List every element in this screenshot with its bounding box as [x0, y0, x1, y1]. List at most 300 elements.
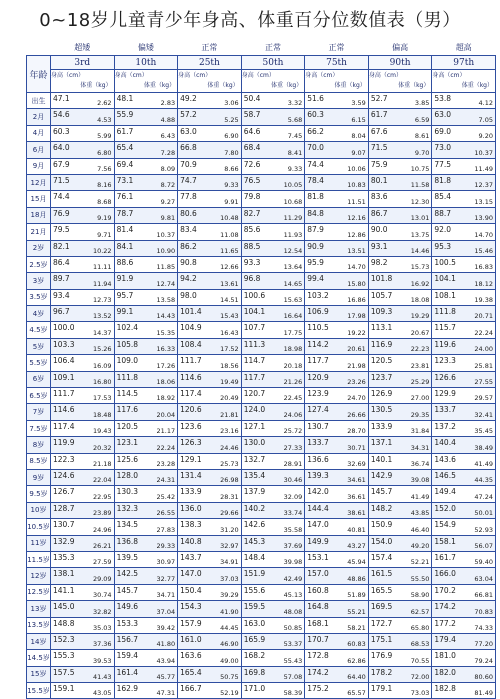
value-cell — [432, 420, 496, 436]
value-cell — [432, 322, 496, 338]
table-row — [27, 93, 496, 109]
value-cell — [305, 551, 369, 567]
height-value: 182.8 — [434, 684, 456, 694]
height-value: 130.5 — [370, 405, 393, 415]
value-cell — [368, 568, 432, 584]
weight-value: 22.95 — [92, 492, 112, 501]
height-value: 94.2 — [180, 274, 197, 284]
weight-value: 15.73 — [410, 263, 430, 272]
value-cell — [368, 93, 432, 109]
height-value: 159.1 — [53, 684, 75, 694]
weight-value: 8.72 — [160, 181, 176, 190]
height-value: 164.8 — [307, 602, 329, 612]
height-value: 98.0 — [180, 290, 197, 300]
age-cell: 9月 — [27, 158, 51, 174]
value-cell — [114, 551, 178, 567]
value-cell — [178, 404, 242, 420]
value-cell — [432, 535, 496, 551]
height-value: 177.2 — [434, 618, 456, 628]
age-cell: 3岁 — [27, 273, 51, 289]
weight-value: 15.26 — [92, 345, 112, 354]
table-row — [27, 683, 496, 699]
age-cell: 13岁 — [27, 601, 51, 617]
height-value: 109.0 — [116, 356, 139, 366]
value-cell — [305, 568, 369, 584]
height-value: 92.0 — [434, 225, 452, 235]
weight-value: 3.32 — [287, 99, 303, 108]
height-value: 130.7 — [53, 520, 75, 530]
percentile-table-sheet — [26, 40, 496, 698]
weight-value: 65.57 — [347, 689, 366, 698]
weight-unit-label: 体重（kg） — [143, 82, 176, 89]
weight-value: 3.06 — [224, 99, 239, 108]
height-value: 165.5 — [370, 585, 393, 595]
height-value: 145.7 — [370, 487, 393, 497]
value-cell — [114, 388, 178, 404]
weight-value: 45.94 — [347, 558, 366, 567]
height-value: 133.9 — [180, 487, 202, 497]
table-row — [27, 289, 496, 305]
value-cell — [368, 174, 432, 190]
age-cell: 2.5岁 — [27, 256, 51, 272]
height-value: 117.7 — [307, 356, 329, 366]
height-value: 120.5 — [370, 356, 393, 366]
value-cell — [305, 355, 369, 371]
height-value: 170.7 — [307, 634, 329, 644]
height-value: 130.7 — [307, 421, 329, 431]
height-value: 160.8 — [307, 585, 329, 595]
weight-value: 25.29 — [410, 378, 430, 387]
value-cell — [305, 207, 369, 223]
level-label: 偏高 — [392, 43, 409, 52]
weight-value: 18.98 — [283, 345, 303, 354]
height-value: 166.0 — [434, 569, 456, 579]
height-value: 166.7 — [180, 684, 202, 694]
value-cell — [432, 273, 496, 289]
value-cell — [51, 683, 115, 699]
value-cell — [368, 469, 432, 485]
value-cell — [305, 453, 369, 469]
weight-value: 13.61 — [220, 279, 239, 288]
height-value: 123.1 — [116, 438, 139, 448]
weight-value: 16.92 — [410, 279, 430, 288]
height-value: 157.0 — [307, 569, 329, 579]
weight-value: 62.57 — [410, 607, 430, 616]
table-row — [27, 535, 496, 551]
height-value: 72.6 — [243, 159, 261, 169]
value-cell — [114, 666, 178, 682]
value-cell — [51, 338, 115, 354]
height-value: 117.7 — [243, 372, 266, 382]
value-cell — [305, 191, 369, 207]
value-cell — [114, 453, 178, 469]
height-value: 174.2 — [307, 667, 329, 677]
value-cell — [432, 338, 496, 354]
weight-value: 11.93 — [283, 230, 303, 239]
weight-value: 32.69 — [347, 459, 366, 468]
table-row — [27, 355, 496, 371]
height-value: 133.9 — [370, 421, 393, 431]
value-cell — [305, 683, 369, 699]
height-value: 93.3 — [243, 257, 261, 267]
page-title: 0~18岁儿童青少年身高、体重百分位数值表（男） — [39, 10, 461, 31]
height-value: 117.4 — [180, 389, 202, 399]
weight-value: 38.61 — [347, 509, 366, 518]
value-cell — [114, 355, 178, 371]
table-row — [27, 338, 496, 354]
value-cell — [51, 371, 115, 387]
weight-value: 29.09 — [92, 574, 112, 583]
weight-value: 18.08 — [410, 296, 430, 305]
height-value: 53.8 — [434, 94, 452, 103]
height-value: 109.3 — [370, 307, 393, 317]
table-row — [27, 502, 496, 518]
weight-value: 80.60 — [474, 673, 493, 682]
weight-value: 10.05 — [283, 181, 303, 190]
age-cell: 8.5岁 — [27, 453, 51, 469]
weight-value: 12.74 — [156, 279, 176, 288]
height-value: 90.0 — [370, 225, 388, 235]
weight-value: 45.13 — [283, 591, 303, 600]
value-cell — [178, 207, 242, 223]
weight-value: 65.80 — [410, 623, 430, 632]
value-cell — [178, 338, 242, 354]
value-cell — [51, 322, 115, 338]
unit-header-cell — [368, 70, 432, 93]
table-row — [27, 584, 496, 600]
value-cell — [114, 142, 178, 158]
weight-value: 16.86 — [347, 296, 366, 305]
weight-value: 21.98 — [347, 361, 366, 370]
table-row — [27, 322, 496, 338]
value-cell — [368, 388, 432, 404]
table-row — [27, 519, 496, 535]
height-value: 137.9 — [243, 487, 266, 497]
height-value: 140.2 — [243, 503, 266, 513]
value-cell — [114, 306, 178, 322]
value-cell — [114, 601, 178, 617]
height-value: 175.1 — [370, 634, 393, 644]
weight-value: 11.85 — [156, 263, 176, 272]
weight-value: 14.51 — [220, 296, 239, 305]
height-value: 124.0 — [243, 405, 266, 415]
value-cell — [432, 207, 496, 223]
level-label: 正常 — [201, 43, 218, 52]
weight-value: 18.92 — [156, 394, 176, 403]
value-cell — [241, 306, 305, 322]
value-cell — [51, 633, 115, 649]
height-value: 114.2 — [307, 339, 329, 349]
height-value: 113.1 — [370, 323, 393, 333]
value-cell — [178, 93, 242, 109]
height-value: 65.4 — [116, 143, 134, 153]
weight-value: 52.19 — [220, 689, 239, 698]
percentile-label: 90th — [368, 56, 432, 70]
table-row — [27, 601, 496, 617]
height-value: 88.7 — [434, 208, 452, 218]
value-cell — [178, 469, 242, 485]
value-cell — [178, 617, 242, 633]
value-cell — [178, 224, 242, 240]
weight-value: 22.45 — [283, 394, 303, 403]
height-value: 148.4 — [243, 552, 266, 562]
height-value: 52.7 — [370, 94, 388, 103]
weight-value: 15.35 — [156, 328, 176, 337]
table-row — [27, 109, 496, 125]
value-cell — [51, 306, 115, 322]
weight-value: 39.29 — [220, 591, 239, 600]
height-value: 69.4 — [116, 159, 134, 169]
weight-value: 20.18 — [283, 361, 303, 370]
weight-value: 5.25 — [224, 115, 239, 124]
height-value: 135.3 — [53, 552, 75, 562]
height-value: 133.7 — [434, 405, 456, 415]
weight-value: 27.55 — [474, 378, 493, 387]
value-cell — [114, 420, 178, 436]
height-value: 57.2 — [180, 110, 197, 120]
height-value: 153.3 — [116, 618, 139, 628]
age-cell: 14岁 — [27, 633, 51, 649]
weight-value: 7.45 — [287, 132, 303, 141]
weight-value: 11.11 — [92, 263, 112, 272]
value-cell — [241, 174, 305, 190]
value-cell — [241, 617, 305, 633]
age-cell: 9岁 — [27, 469, 51, 485]
value-cell — [368, 650, 432, 666]
height-value: 159.4 — [116, 651, 139, 661]
weight-value: 32.09 — [283, 492, 303, 501]
height-value: 120.9 — [307, 372, 329, 382]
weight-value: 7.56 — [97, 164, 112, 173]
height-value: 125.6 — [116, 454, 139, 464]
weight-value: 19.22 — [347, 328, 366, 337]
height-value: 100.0 — [53, 323, 75, 333]
weight-value: 10.75 — [410, 164, 430, 173]
weight-value: 13.01 — [410, 214, 430, 223]
value-cell — [51, 453, 115, 469]
value-cell — [178, 683, 242, 699]
height-unit-label: 身高（cm） — [368, 72, 402, 79]
value-cell — [241, 273, 305, 289]
value-cell — [51, 388, 115, 404]
value-cell — [368, 125, 432, 141]
height-value: 64.0 — [53, 143, 70, 153]
height-value: 110.5 — [307, 323, 329, 333]
height-value: 152.0 — [434, 503, 456, 513]
height-value: 100.5 — [434, 257, 456, 267]
height-value: 60.3 — [307, 110, 324, 120]
value-cell — [241, 568, 305, 584]
height-value: 157.9 — [180, 618, 202, 628]
height-value: 133.7 — [307, 438, 329, 448]
age-cell: 6.5岁 — [27, 388, 51, 404]
value-cell — [432, 601, 496, 617]
table-row — [27, 437, 496, 453]
weight-value: 55.21 — [347, 607, 366, 616]
weight-value: 47.24 — [474, 492, 493, 501]
table-row — [27, 388, 496, 404]
weight-unit-label: 体重（kg） — [270, 82, 303, 89]
height-value: 181.0 — [434, 651, 456, 661]
height-value: 161.5 — [370, 569, 393, 579]
weight-value: 27.33 — [283, 443, 303, 452]
weight-value: 17.52 — [220, 345, 239, 354]
weight-value: 32.77 — [156, 574, 176, 583]
weight-value: 74.33 — [474, 623, 493, 632]
value-cell — [51, 502, 115, 518]
height-value: 71.5 — [53, 175, 70, 185]
value-cell — [368, 551, 432, 567]
weight-value: 53.37 — [283, 640, 303, 649]
weight-value: 8.16 — [97, 181, 112, 190]
weight-value: 50.85 — [283, 623, 303, 632]
value-cell — [305, 666, 369, 682]
weight-value: 47.31 — [156, 689, 176, 698]
weight-value: 28.31 — [220, 492, 239, 501]
weight-value: 62.86 — [347, 656, 366, 665]
age-cell: 15月 — [27, 191, 51, 207]
weight-value: 30.71 — [347, 443, 366, 452]
value-cell — [178, 650, 242, 666]
value-cell — [305, 306, 369, 322]
value-cell — [368, 420, 432, 436]
height-value: 111.7 — [53, 389, 75, 399]
value-cell — [305, 289, 369, 305]
value-cell — [368, 355, 432, 371]
value-cell — [368, 207, 432, 223]
value-cell — [305, 584, 369, 600]
weight-value: 22.23 — [410, 345, 430, 354]
weight-value: 20.71 — [474, 312, 493, 321]
value-cell — [432, 617, 496, 633]
value-cell — [114, 617, 178, 633]
unit-header-cell — [305, 70, 369, 93]
weight-value: 55.43 — [283, 656, 303, 665]
height-value: 86.2 — [180, 241, 197, 251]
value-cell — [114, 535, 178, 551]
height-value: 81.8 — [307, 192, 324, 202]
value-cell — [241, 191, 305, 207]
height-value: 66.2 — [307, 126, 324, 136]
value-cell — [241, 240, 305, 256]
weight-value: 10.48 — [220, 214, 239, 223]
age-cell: 14.5岁 — [27, 650, 51, 666]
weight-value: 50.01 — [474, 509, 493, 518]
value-cell — [241, 125, 305, 141]
value-cell — [178, 633, 242, 649]
weight-value: 2.83 — [160, 99, 176, 108]
value-cell — [51, 125, 115, 141]
weight-value: 35.58 — [283, 525, 303, 534]
height-value: 85.4 — [434, 192, 452, 202]
value-cell — [305, 404, 369, 420]
value-cell — [305, 519, 369, 535]
table-row — [27, 158, 496, 174]
height-value: 101.4 — [180, 307, 202, 317]
height-value: 73.1 — [116, 175, 134, 185]
height-value: 115.7 — [434, 323, 456, 333]
weight-value: 58.21 — [347, 623, 366, 632]
height-value: 135.4 — [243, 470, 266, 480]
weight-value: 64.40 — [347, 673, 366, 682]
height-value: 172.8 — [307, 651, 329, 661]
value-cell — [51, 207, 115, 223]
value-cell — [114, 469, 178, 485]
weight-value: 38.49 — [474, 443, 493, 452]
weight-value: 15.63 — [283, 296, 303, 305]
value-cell — [305, 633, 369, 649]
height-value: 87.9 — [307, 225, 324, 235]
height-value: 117.6 — [116, 405, 139, 415]
weight-value: 8.41 — [287, 148, 303, 157]
weight-value: 25.72 — [283, 427, 303, 436]
value-cell — [368, 633, 432, 649]
weight-value: 43.85 — [410, 509, 430, 518]
height-value: 77.8 — [180, 192, 197, 202]
weight-value: 20.67 — [410, 328, 430, 337]
weight-value: 4.12 — [478, 99, 493, 108]
level-header-row — [27, 40, 496, 56]
value-cell — [51, 469, 115, 485]
weight-value: 26.66 — [347, 410, 366, 419]
value-cell — [114, 584, 178, 600]
weight-value: 15.43 — [220, 312, 239, 321]
value-cell — [305, 371, 369, 387]
height-value: 126.6 — [434, 372, 456, 382]
height-value: 138.1 — [53, 569, 75, 579]
age-cell: 9.5岁 — [27, 486, 51, 502]
value-cell — [178, 125, 242, 141]
weight-value: 23.26 — [347, 378, 366, 387]
height-value: 147.0 — [307, 520, 329, 530]
weight-value: 19.29 — [410, 312, 430, 321]
weight-value: 45.77 — [156, 673, 176, 682]
height-value: 127.4 — [307, 405, 329, 415]
value-cell — [368, 437, 432, 453]
height-unit-label: 身高（cm） — [241, 72, 275, 79]
weight-value: 16.33 — [156, 345, 176, 354]
table-row — [27, 207, 496, 223]
weight-value: 14.70 — [474, 230, 493, 239]
value-cell — [114, 224, 178, 240]
percentile-header-row — [27, 56, 496, 70]
height-value: 79.8 — [243, 192, 261, 202]
age-cell: 7岁 — [27, 404, 51, 420]
age-cell: 出生 — [27, 93, 51, 109]
weight-value: 23.81 — [410, 361, 430, 370]
weight-value: 21.26 — [283, 378, 303, 387]
weight-value: 73.03 — [410, 689, 430, 698]
value-cell — [305, 273, 369, 289]
weight-value: 25.81 — [474, 361, 493, 370]
weight-value: 55.50 — [410, 574, 430, 583]
value-cell — [51, 486, 115, 502]
weight-unit-label: 体重（kg） — [398, 82, 430, 89]
unit-header-cell — [51, 70, 115, 93]
weight-value: 14.37 — [92, 328, 112, 337]
value-cell — [178, 601, 242, 617]
value-cell — [368, 338, 432, 354]
weight-value: 20.61 — [347, 345, 366, 354]
height-value: 69.0 — [434, 126, 452, 136]
height-value: 68.4 — [243, 143, 261, 153]
age-cell: 12月 — [27, 174, 51, 190]
value-cell — [432, 142, 496, 158]
value-cell — [241, 453, 305, 469]
value-cell — [114, 683, 178, 699]
value-cell — [305, 142, 369, 158]
weight-value: 70.83 — [474, 607, 493, 616]
